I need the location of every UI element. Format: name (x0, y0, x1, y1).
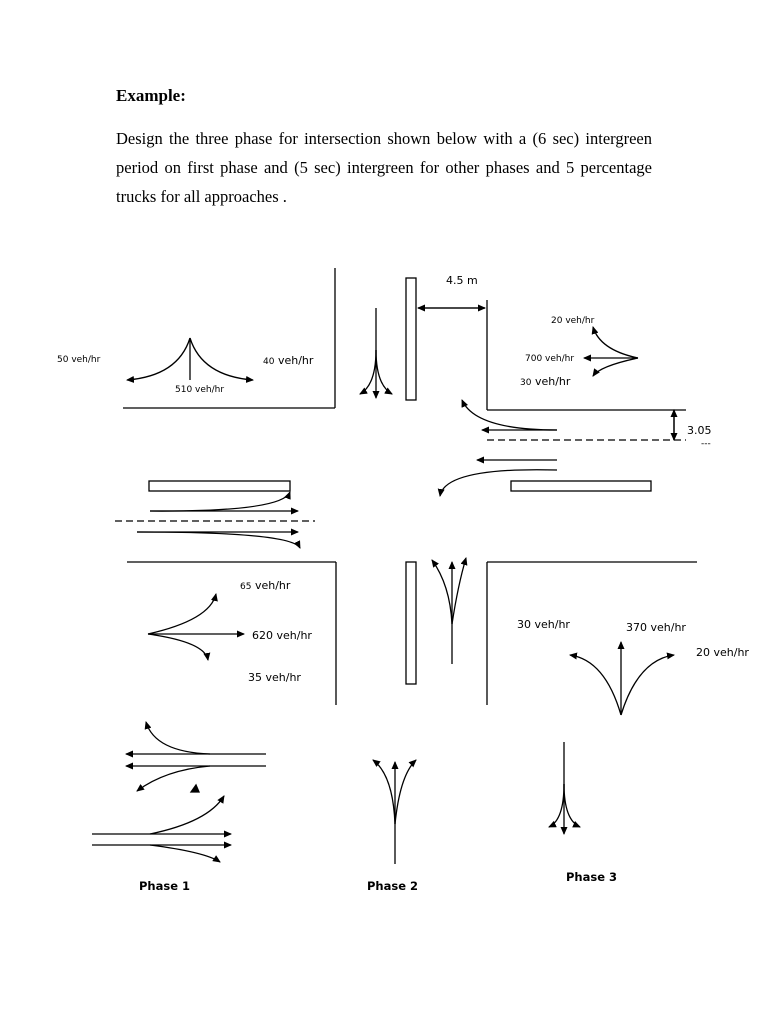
north-lane-arrows (360, 308, 392, 398)
east-flow-arrows (584, 327, 638, 376)
east-left-flow-num: 30 (520, 378, 532, 388)
lane-width-suffix: --- (701, 439, 711, 449)
phase-2-label: Phase 2 (367, 879, 419, 893)
example-heading: Example: (116, 86, 186, 105)
north-through-flow: 510 veh/hr (175, 385, 225, 395)
north-left-flow: 50 veh/hr (57, 355, 101, 365)
phase-3-label: Phase 3 (566, 870, 618, 884)
phase-2-arrows (373, 760, 416, 864)
west-left-flow-num: 65 (240, 582, 252, 592)
west-lane-arrows (137, 492, 300, 548)
medians (149, 278, 651, 684)
lane-width-label: 3.05 (687, 424, 712, 437)
south-lane-arrows (432, 558, 466, 664)
east-left-flow (520, 375, 571, 388)
south-flow-arrows (570, 642, 674, 715)
problem-statement: Design the three phase for intersection shown below with a (6 sec) intergreen period on first phase and (5 sec) intergreen for other phases and 5 percentage trucks for all approaches . (116, 129, 652, 206)
west-through-flow: 620 veh/hr (252, 629, 312, 642)
south-through-flow: 370 veh/hr (626, 621, 686, 634)
east-through-flow: 700 veh/hr (525, 354, 575, 364)
phase-1-arrows (92, 722, 266, 862)
north-right-flow-num: 40 (263, 357, 275, 367)
east-left-flow-unit: veh/hr (531, 375, 571, 388)
north-right-flow (263, 354, 314, 367)
south-left-flow: 30 veh/hr (517, 618, 570, 631)
west-left-flow (240, 579, 291, 592)
south-right-flow: 20 veh/hr (696, 646, 749, 659)
phase-3-arrows (549, 742, 580, 834)
west-right-flow: 35 veh/hr (248, 671, 301, 684)
west-flow-arrows (148, 594, 244, 660)
east-right-flow: 20 veh/hr (551, 316, 595, 326)
width-label: 4.5 m (446, 274, 478, 287)
road-edges (123, 268, 697, 705)
west-left-flow-unit: veh/hr (251, 579, 291, 592)
phase-1-label: Phase 1 (139, 879, 191, 893)
north-right-flow-unit: veh/hr (274, 354, 314, 367)
north-flow-arrows (127, 338, 253, 380)
